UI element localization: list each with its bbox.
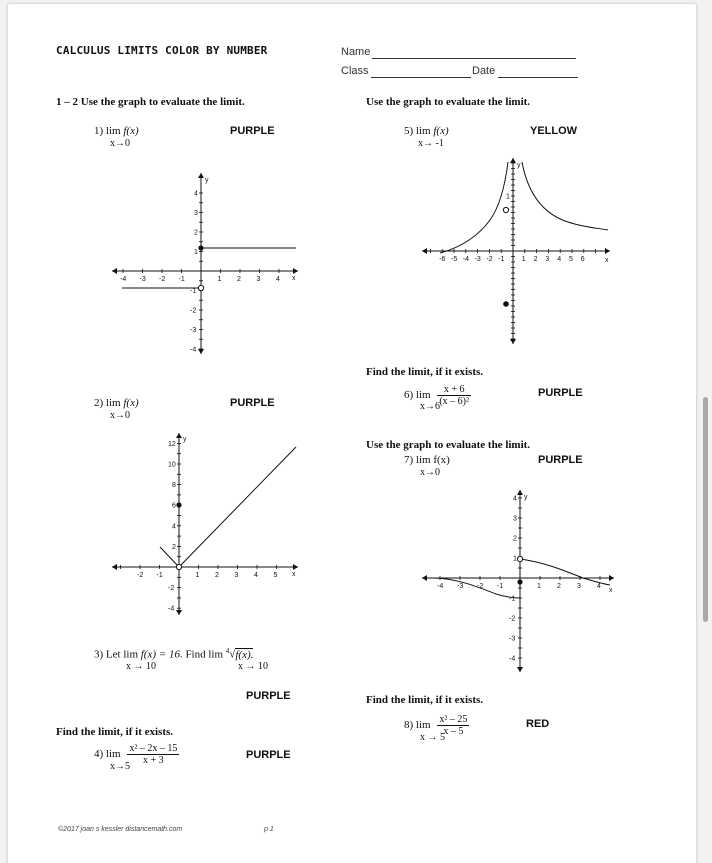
x-tick-label: -2 (486, 256, 493, 263)
y-tick-label: -2 (190, 307, 197, 315)
graph-5-closed-dot (503, 301, 509, 307)
problem-5-sub: x→ -1 (418, 138, 444, 149)
x-tick-label: 5 (569, 256, 573, 263)
name-field[interactable] (372, 58, 576, 59)
x-tick-label: -6 (439, 256, 446, 263)
graph-7-y-arrow-down (517, 667, 523, 672)
graph-1-closed-dot (198, 245, 203, 250)
problem-8-numerator: x² – 25 (439, 714, 468, 725)
date-field[interactable] (498, 77, 578, 78)
problem-4-sub: x→5 (110, 761, 130, 772)
problem-3-root-index: 4 (225, 647, 230, 655)
problem-1-sub: x→0 (110, 138, 130, 149)
x-tick-label: 3 (234, 572, 239, 579)
problem-3-lim2: lim (208, 648, 224, 661)
y-tick-label: 4 (194, 190, 198, 198)
y-tick-label: 2 (513, 535, 517, 543)
worksheet-title: CALCULUS LIMITS COLOR BY NUMBER (56, 44, 268, 57)
problem-5-lim: lim (415, 125, 431, 137)
y-tick-label: 2 (172, 543, 176, 551)
problem-4-lim: lim (105, 748, 121, 761)
graph-7-left-branch (432, 578, 520, 598)
right-heading-find: Find the limit, if it exists. (366, 366, 484, 378)
problem-7-func: f(x) (433, 454, 450, 466)
graph-2-right-line (179, 447, 296, 567)
x-tick-label: -2 (137, 572, 144, 579)
problem-4 (94, 743, 179, 766)
x-tick-label: -1 (498, 256, 505, 263)
x-tick-label: 5 (273, 572, 278, 579)
graph-1-x-arrow-left (112, 268, 117, 274)
problem-7-sub: x→0 (420, 467, 440, 478)
x-tick-label: -2 (477, 583, 484, 590)
graph-2-x-arrow-right (293, 564, 298, 570)
name-label: Name (341, 46, 371, 58)
graph-5-right-branch (522, 162, 608, 230)
graph-2-open-dot (176, 564, 181, 569)
left-heading-find: Find the limit, if it exists. (56, 726, 174, 738)
problem-2-lim: lim (105, 397, 121, 409)
problem-2-number: 2) (94, 397, 104, 409)
x-tick-label: -1 (156, 572, 163, 579)
x-tick-label: -2 (159, 276, 166, 283)
problem-4-number: 4) (94, 748, 104, 761)
scrollbar-thumb[interactable] (703, 397, 708, 622)
graph-2-left-line (160, 547, 179, 567)
graph-5-x-arrow-left (422, 248, 427, 254)
right-heading-find-2: Find the limit, if it exists. (366, 694, 484, 706)
y-tick-label: -2 (509, 615, 516, 623)
x-tick-label: 1 (521, 256, 526, 263)
problem-5-color: YELLOW (530, 125, 578, 137)
y-tick-label: 3 (513, 515, 517, 523)
graph-1-x-arrow-right (293, 268, 298, 274)
y-tick-label: 1 (506, 193, 510, 201)
x-tick-label: 2 (237, 276, 241, 283)
graph-2-x-label: x (292, 571, 296, 578)
x-tick-label: -3 (474, 256, 481, 263)
y-tick-label: -1 (190, 288, 197, 295)
y-tick-label: 4 (172, 523, 176, 531)
graph-7-open-dot (517, 556, 522, 561)
x-tick-label: 2 (533, 256, 538, 263)
left-heading: 1 – 2 Use the graph to evaluate the limit. (56, 96, 245, 108)
x-tick-label: 3 (545, 256, 550, 263)
problem-3-func1: f(x) = 16. (140, 648, 183, 661)
y-tick-label: 10 (168, 461, 176, 469)
problem-8-number: 8) (404, 719, 414, 732)
graph-5-x-arrow-right (605, 248, 610, 254)
problem-7-number: 7) (404, 454, 414, 466)
y-tick-label: -4 (168, 605, 175, 613)
footer-page: p 1 (264, 826, 274, 833)
problem-2-color: PURPLE (230, 397, 275, 409)
y-tick-label: -2 (168, 585, 175, 593)
problem-4-fraction (127, 743, 179, 766)
x-tick-label: 3 (256, 276, 261, 283)
graph-1 (108, 169, 308, 359)
x-tick-label: -4 (437, 583, 444, 590)
y-tick-label: 1 (194, 249, 198, 256)
x-tick-label: 4 (276, 276, 280, 283)
graph-5-x-label: x (605, 257, 609, 264)
graph-1-y-label: y (205, 177, 209, 184)
problem-5-number: 5) (404, 125, 414, 137)
graph-7-x-arrow-left (422, 575, 427, 581)
y-tick-label: -4 (509, 655, 516, 663)
problem-5-func: f(x) (433, 125, 449, 137)
problem-5 (404, 125, 449, 137)
graph-2-y-label: y (183, 436, 187, 443)
date-label: Date (472, 65, 496, 77)
graph-7-right-branch (520, 559, 610, 585)
y-tick-label: -3 (509, 635, 516, 643)
problem-2 (94, 397, 139, 409)
worksheet-page (8, 4, 696, 863)
y-tick-label: 2 (194, 229, 198, 237)
graph-5-open-dot (503, 207, 508, 212)
graph-1-y-arrow-up (198, 173, 204, 178)
y-tick-label: 1 (513, 555, 517, 563)
x-tick-label: 3 (577, 583, 581, 590)
problem-1 (94, 125, 139, 137)
x-tick-label: 1 (217, 276, 222, 283)
graph-7-x-label: x (609, 587, 613, 594)
problem-4-numerator: x² – 2x – 15 (129, 743, 178, 754)
problem-8-sub: x → 5 (420, 732, 445, 743)
graph-2-closed-dot (176, 502, 181, 507)
y-tick-label: -3 (190, 327, 197, 334)
graph-1-open-dot (198, 285, 203, 290)
x-tick-label: -3 (139, 276, 146, 283)
graph-7-y-arrow-up (517, 490, 523, 495)
y-tick-label: 8 (172, 482, 176, 490)
problem-6-denominator: (x – 6)² (439, 396, 470, 407)
y-tick-label: 12 (168, 440, 176, 448)
right-heading: Use the graph to evaluate the limit. (366, 96, 531, 108)
problem-7-lim: lim (415, 454, 431, 466)
x-tick-label: 4 (557, 256, 562, 263)
graph-7-closed-dot (517, 579, 522, 584)
x-tick-label: 6 (580, 256, 585, 263)
x-tick-label: 2 (215, 572, 219, 579)
graph-2 (108, 429, 308, 619)
problem-6-sub: x→6 (420, 401, 440, 412)
problem-6-fraction (437, 384, 471, 407)
problem-3-lim1: lim (123, 648, 138, 661)
problem-7 (404, 454, 450, 466)
x-tick-label: -3 (457, 583, 464, 590)
class-field[interactable] (371, 77, 471, 78)
graph-7 (418, 484, 618, 676)
problem-6-color: PURPLE (538, 387, 583, 399)
graph-5 (418, 154, 618, 346)
y-tick-label: 4 (513, 495, 517, 503)
graph-2-y-arrow-up (176, 433, 182, 438)
y-tick-label: -4 (190, 346, 197, 354)
right-heading-graph: Use the graph to evaluate the limit. (366, 439, 531, 451)
graph-1-y-arrow-down (198, 349, 204, 354)
y-tick-label: 6 (172, 502, 176, 510)
radical-icon: √ (229, 648, 236, 661)
problem-4-denominator: x + 3 (143, 755, 164, 766)
problem-6-numerator: x + 6 (437, 384, 471, 396)
graph-2-y-arrow-down (176, 610, 182, 615)
graph-5-y-label: y (517, 162, 521, 169)
problem-2-sub: x→0 (110, 410, 130, 421)
y-tick-label: -1 (509, 595, 516, 603)
graph-7-y-label: y (524, 494, 528, 501)
problem-3-sub1: x → 10 (126, 661, 156, 672)
y-tick-label: 3 (194, 210, 198, 217)
problem-3-find: Find (185, 648, 206, 661)
x-tick-label: -4 (120, 276, 127, 283)
graph-5-y-arrow-down (510, 339, 516, 344)
x-tick-label: 2 (557, 583, 561, 590)
problem-6-number: 6) (404, 389, 414, 402)
problem-8-color: RED (526, 718, 550, 730)
x-tick-label: -1 (178, 276, 185, 283)
graph-2-x-arrow-left (112, 564, 117, 570)
problem-7-color: PURPLE (538, 454, 583, 466)
problem-1-color: PURPLE (230, 125, 275, 137)
problem-3-func2: f(x). (235, 648, 254, 661)
problem-3 (94, 647, 253, 661)
problem-1-lim: lim (105, 125, 121, 137)
x-tick-label: 4 (597, 583, 601, 590)
x-tick-label: 1 (195, 572, 200, 579)
x-tick-label: -5 (451, 256, 458, 263)
problem-6-lim: lim (415, 389, 431, 402)
problem-8-lim: lim (415, 719, 431, 732)
problem-3-color: PURPLE (246, 690, 291, 702)
problem-1-func: f(x) (123, 125, 139, 137)
graph-7-x-arrow-right (609, 575, 614, 581)
class-label: Class (341, 65, 369, 77)
x-tick-label: 4 (254, 572, 258, 579)
problem-2-func: f(x) (123, 397, 139, 409)
problem-3-let: 3) Let (94, 648, 121, 661)
graph-5-left-branch (440, 162, 508, 253)
problem-8-denominator: x – 5 (443, 726, 464, 737)
x-tick-label: 1 (537, 583, 541, 590)
graph-1-x-label: x (292, 275, 296, 282)
problem-4-color: PURPLE (246, 749, 291, 761)
problem-3-sub2: x → 10 (238, 661, 268, 672)
x-tick-label: -1 (497, 583, 504, 590)
graph-5-y-arrow-up (510, 158, 516, 163)
problem-1-number: 1) (94, 125, 104, 137)
x-tick-label: -4 (462, 256, 470, 263)
footer-credit: ©2017 joan s kessler distancemath.com (58, 826, 183, 833)
